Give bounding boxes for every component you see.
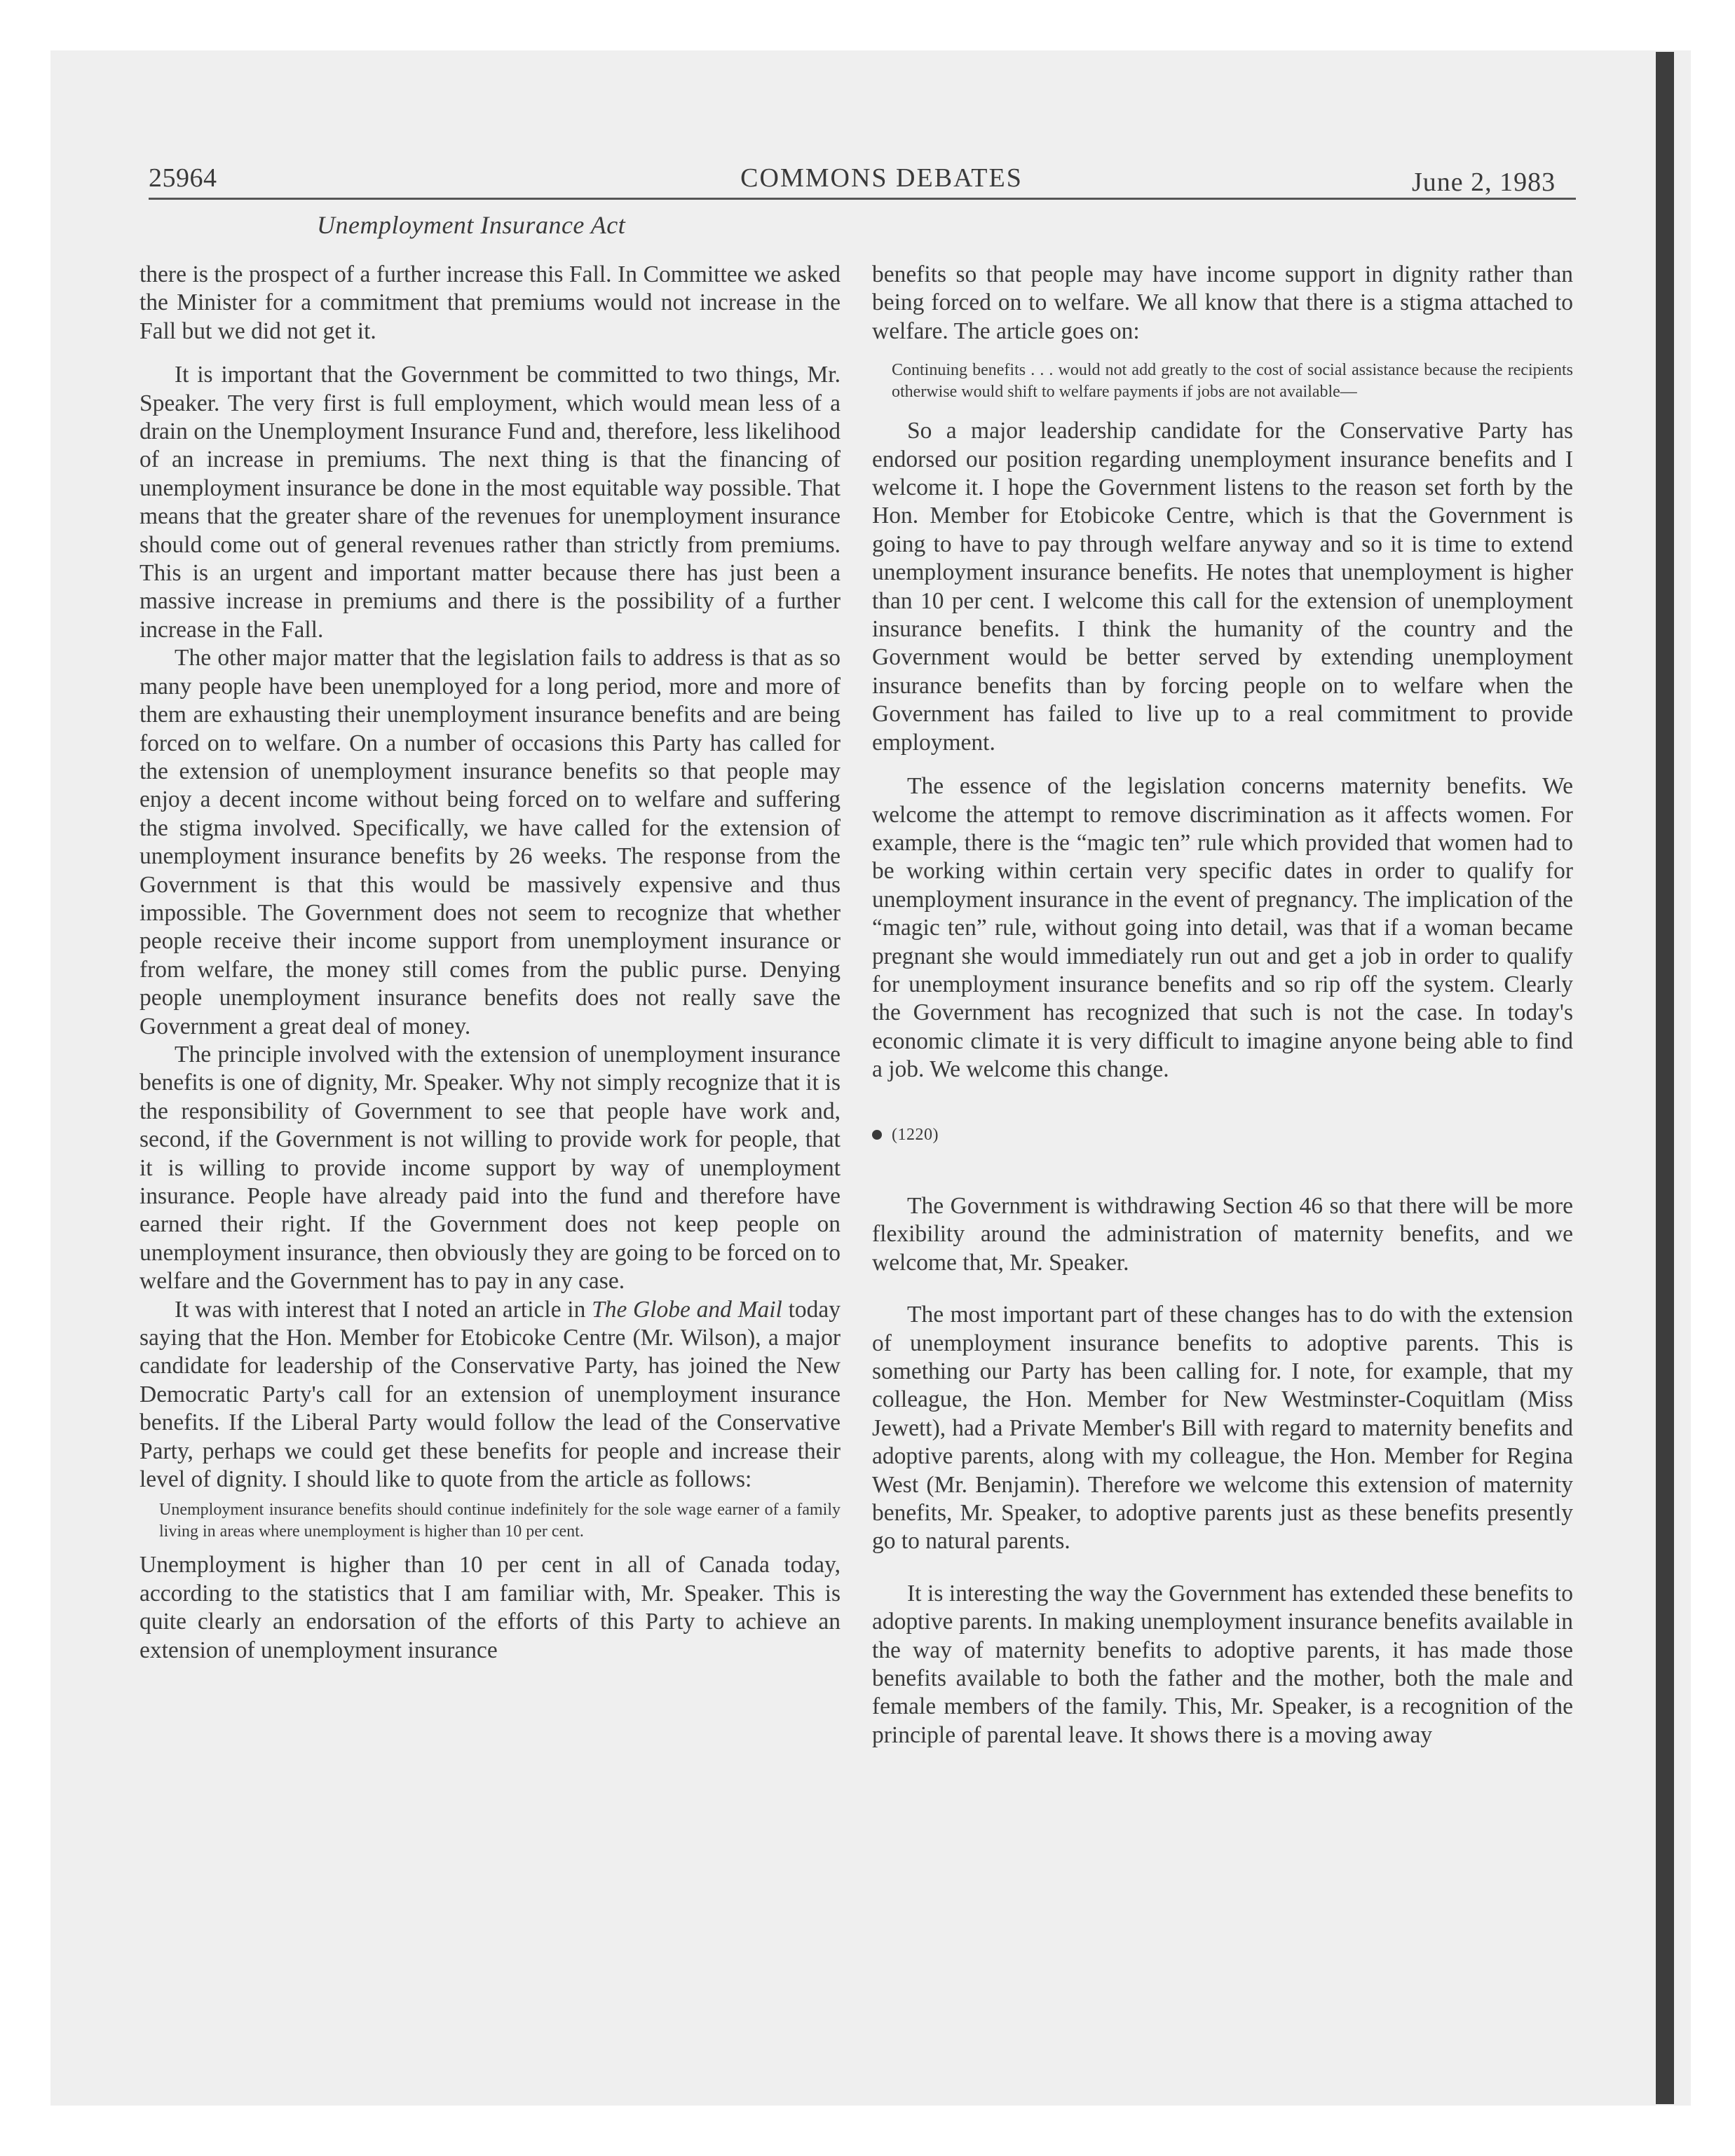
time-marker xyxy=(872,1121,1573,1149)
paragraph: benefits so that people may have income support in dignity rather than being forced on to welfare. We all know that there is a stigma attached to welfare. The article goes on: xyxy=(872,261,1573,344)
bullet-icon xyxy=(872,1130,882,1140)
issue-date: June 2, 1983 xyxy=(1412,168,1556,197)
paragraph-text: today saying that the Hon. Member for Etobicoke Centre (Mr. Wilson), a major candidate for leadership of the Conservative Party, has joined the New Democratic Party's call for an extension of unemployment insurance benefits. If the Liberal Party would follow the lead of the Conservative Party, perhaps we could get these benefits for people and increase their level of dignity. I should like to quote from the article as follows: xyxy=(140,1296,841,1493)
header-rule xyxy=(149,198,1576,200)
page-number: 25964 xyxy=(149,163,217,193)
paragraph: The other major matter that the legislation fails to address is that as so many people have been unemployed for a long period, more and more of them are exhausting their unemployment insurance benefits and are being forced on to welfare. On a number of occasions this Party has called for the extension of unemployment insurance benefits so that people may enjoy a decent income without being forced on to welfare and suffering the stigma involved. Specifically, we have called for the extension of unemployment insurance benefits by 26 weeks. The response from the Government is that this would be massively expensive and thus impossible. The Government does not seem to recognize that whether people receive their income support from unemployment insurance or from welfare, the money still comes from the public purse. Denying people unemployment insurance benefits does not really save the Government a great deal of money. xyxy=(140,645,841,1039)
block-quote: Unemployment insurance benefits should continue indefinitely for the sole wage earner of a family living in areas where unemployment is higher than 10 per cent. xyxy=(159,1501,841,1541)
right-column xyxy=(872,261,1573,1749)
left-column xyxy=(140,261,841,1665)
scan-edge-shadow xyxy=(1656,52,1674,2104)
publication-title: The Globe and Mail xyxy=(592,1296,782,1323)
paragraph: The principle involved with the extension of unemployment insurance benefits is one of dignity, Mr. Speaker. Why not simply recognize that it is the responsibility of Government to see that people have work and, second, if the Government is not willing to provide work for people, that it is willing to provide income support by way of unemployment insurance. People have already paid into the fund and therefore have earned their right. If the Government does not keep people on unemployment insurance, then obviously they are going to be forced on to welfare and the Government has to pay in any case. xyxy=(140,1041,841,1295)
paragraph: It is important that the Government be committed to two things, Mr. Speaker. The very first is full employment, which would mean less of a drain on the Unemployment Insurance Fund and, therefore, less likelihood of an increase in premiums. The next thing is that the financing of unemployment insurance be done in the most equitable way possible. That means that the greater share of the revenues for unemployment insurance should come out of general revenues rather than strictly from premiums. This is an urgent and important matter because there has just been a massive increase in premiums and there is the possibility of a further increase in the Fall. xyxy=(140,362,841,643)
block-quote: Continuing benefits . . . would not add greatly to the cost of social assistance because the recipients otherwise would shift to welfare payments if jobs are not available— xyxy=(892,361,1573,402)
paragraph: The Government is withdrawing Section 46 so that there will be more flexibility around the administration of maternity benefits, and we welcome that, Mr. Speaker. xyxy=(872,1192,1573,1276)
paragraph: So a major leadership candidate for the Conservative Party has endorsed our position regarding unemployment insurance benefits and I welcome it. I hope the Government listens to the reason set forth by the Hon. Member for Etobicoke Centre, which is that the Government is going to have to pay through welfare anyway and so it is time to extend unemployment insurance benefits. He notes that unemployment is higher than 10 per cent. I welcome this call for the extension of unemployment insurance benefits. I think the humanity of the country and the Government would be better served by extending unemployment insurance benefits than by forcing people on to welfare when the Government has failed to live up to a real commitment to provide employment. xyxy=(872,418,1573,756)
paragraph: It is interesting the way the Government has extended these benefits to adoptive parents. In making unemployment insurance benefits available in the way of maternity benefits to adoptive parents, it has made those benefits available to both the father and the mother, both the male and female members of the family. This, Mr. Speaker, is a recognition of the principle of parental leave. It shows there is a moving away xyxy=(872,1580,1573,1748)
paragraph: The essence of the legislation concerns maternity benefits. We welcome the attempt to remove discrimination as it affects women. For example, there is the “magic ten” rule which provided that women had to be working within certain very specific dates in order to qualify for unemployment insurance in the event of pregnancy. The implication of the “magic ten” rule, without going into detail, was that if a woman became pregnant she would immediately run out and get a job in order to qualify for unemployment insurance benefits and so rip off the system. Clearly the Government has recognized that such is not the case. In today's economic climate it is very difficult to imagine anyone being able to find a job. We welcome this change. xyxy=(872,773,1573,1083)
section-title: Unemployment Insurance Act xyxy=(317,211,626,239)
journal-title: COMMONS DEBATES xyxy=(740,163,1023,193)
time-marker-label: (1220) xyxy=(892,1125,939,1144)
paragraph: Unemployment is higher than 10 per cent in all of Canada today, according to the statistics that I am familiar with, Mr. Speaker. This is quite clearly an endorsation of the efforts of this Party to achieve an extension of unemployment insurance xyxy=(140,1552,841,1663)
paragraph: there is the prospect of a further increase this Fall. In Committee we asked the Minister for a commitment that premiums would not increase in the Fall but we did not get it. xyxy=(140,261,841,344)
paragraph: The most important part of these changes has to do with the extension of unemployment insurance benefits to adoptive parents. This is something our Party has been calling for. I note, for example, that my colleague, the Hon. Member for New Westminster-Coquitlam (Miss Jewett), had a Private Member's Bill with regard to maternity benefits and adoptive parents, along with my colleague, the Hon. Member for Regina West (Mr. Benjamin). Therefore we welcome this extension of maternity benefits, Mr. Speaker, to adoptive parents just as these benefits presently go to natural parents. xyxy=(872,1302,1573,1555)
paragraph-text: It was with interest that I noted an article in xyxy=(175,1296,592,1323)
paragraph xyxy=(140,1296,841,1494)
